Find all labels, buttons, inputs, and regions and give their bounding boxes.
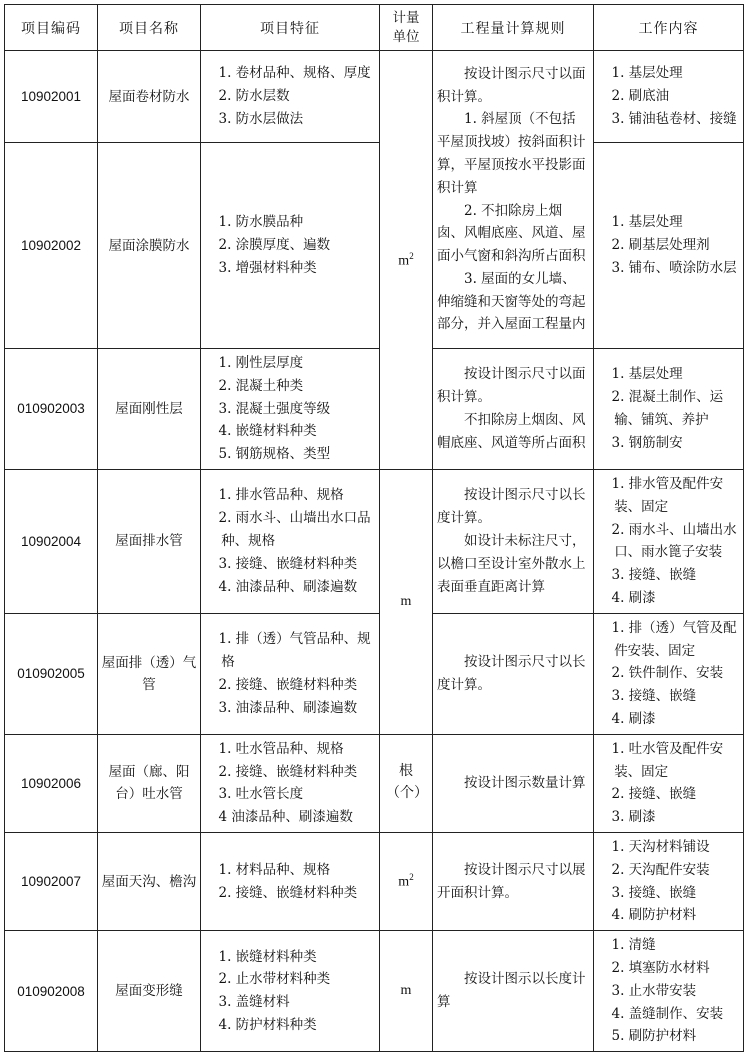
item-code: 010902008 [5, 931, 98, 1052]
rule-line: 不扣除房上烟囱、风帽底座、风道等所占面积 [437, 411, 586, 451]
work-line: 1. 基层处理 [611, 65, 683, 82]
work-line: 3. 接缝、嵌缝 [611, 688, 697, 705]
header-features: 项目特征 [201, 5, 380, 51]
rule-line: 3. 屋面的女儿墙、伸缩缝和天窗等处的弯起部分，并入屋面工程量内 [437, 270, 586, 333]
item-work [594, 832, 744, 930]
table-row [5, 349, 744, 470]
work-line: 1. 排水管及配件安装、固定 [611, 475, 724, 515]
rule-line: 按设计图示尺寸以面积计算。 [437, 366, 586, 406]
feature-line: 3. 吐水管长度 [218, 786, 304, 803]
feature-line: 4. 防护材料种类 [218, 1016, 317, 1033]
work-line: 3. 铺布、喷涂防水层 [611, 259, 737, 276]
item-code: 10902007 [5, 832, 98, 930]
unit-length: m [380, 469, 433, 734]
work-line: 2. 天沟配件安装 [611, 861, 710, 878]
item-features [201, 613, 380, 734]
work-line: 3. 接缝、嵌缝 [611, 567, 697, 584]
feature-line: 1. 吐水管品种、规格 [218, 740, 344, 757]
header-code: 项目编码 [5, 5, 98, 51]
work-line: 4. 刷防护材料 [611, 907, 697, 924]
feature-line: 3. 盖缝材料 [218, 994, 290, 1011]
header-name: 项目名称 [98, 5, 201, 51]
work-line: 4. 刷漆 [611, 710, 656, 727]
item-work [594, 143, 744, 349]
work-line: 1. 天沟材料铺设 [611, 838, 710, 855]
unit-superscript: 2 [409, 250, 414, 261]
work-line: 3. 刷漆 [611, 809, 656, 826]
feature-line: 1. 卷材品种、规格、厚度 [218, 65, 371, 82]
work-line: 3. 钢筋制安 [611, 434, 683, 451]
item-work [594, 51, 744, 143]
table-row [5, 832, 744, 930]
work-line: 2. 刷基层处理剂 [611, 237, 710, 254]
item-rule [433, 832, 594, 930]
item-name: 屋面卷材防水 [98, 51, 201, 143]
rule-line: 按设计图示尺寸以面积计算。 [437, 65, 586, 105]
item-code: 010902005 [5, 613, 98, 734]
unit-superscript: 2 [409, 872, 414, 883]
feature-line: 2. 混凝土种类 [218, 377, 304, 394]
feature-line: 2. 接缝、嵌缝材料种类 [218, 676, 358, 693]
work-line: 4. 盖缝制作、安装 [611, 1005, 724, 1022]
item-rule [433, 469, 594, 613]
item-unit [380, 832, 433, 930]
item-features [201, 469, 380, 613]
work-line: 2. 刷底油 [611, 88, 670, 105]
table-row [5, 143, 744, 349]
rule-area [433, 51, 594, 349]
feature-line: 2. 雨水斗、山墙出水口品种、规格 [218, 510, 371, 549]
item-name: 屋面（廊、阳台）吐水管 [98, 734, 201, 832]
feature-line: 3. 防水层做法 [218, 110, 304, 127]
item-features [201, 51, 380, 143]
feature-line: 4 油漆品种、刷漆遍数 [218, 809, 353, 826]
header-rule: 工程量计算规则 [433, 5, 594, 51]
work-line: 2. 混凝土制作、运输、铺筑、养护 [611, 389, 724, 428]
item-features [201, 143, 380, 349]
feature-line: 1. 嵌缝材料种类 [218, 948, 317, 965]
item-rule [433, 613, 594, 734]
item-work [594, 931, 744, 1052]
feature-line: 2. 涂膜厚度、遍数 [218, 237, 331, 254]
rule-line: 2. 不扣除房上烟囱、风帽底座、风道、屋面小气窗和斜沟所占面积 [437, 202, 586, 265]
rule-line: 按设计图示尺寸以长度计算。 [437, 487, 586, 527]
feature-line: 3. 增强材料种类 [218, 259, 317, 276]
feature-line: 1. 防水膜品种 [218, 214, 304, 231]
feature-line: 4. 油漆品种、刷漆遍数 [218, 578, 358, 595]
feature-line: 3. 接缝、嵌缝材料种类 [218, 555, 358, 572]
item-unit: m [380, 931, 433, 1052]
table-row [5, 734, 744, 832]
item-name: 屋面排（透）气管 [98, 613, 201, 734]
feature-line: 1. 刚性层厚度 [218, 355, 304, 371]
item-name: 屋面涂膜防水 [98, 143, 201, 349]
item-work [594, 469, 744, 613]
rule-line: 如设计未标注尺寸，以檐口至设计室外散水上表面垂直距离计算 [437, 532, 586, 595]
feature-line: 2. 接缝、嵌缝材料种类 [218, 763, 358, 780]
feature-line: 2. 防水层数 [218, 88, 290, 105]
work-line: 4. 刷漆 [611, 589, 656, 606]
item-unit: 根（个） [380, 734, 433, 832]
unit-area [380, 51, 433, 470]
feature-line: 1. 排水管品种、规格 [218, 487, 344, 504]
work-line: 1. 清缝 [611, 937, 656, 954]
feature-line: 5. 钢筋规格、类型 [218, 446, 331, 463]
work-line: 2. 雨水斗、山墙出水口、雨水篦子安装 [611, 521, 737, 561]
roof-waterproof-quantity-table [4, 4, 744, 1052]
table-row [5, 613, 744, 734]
table-row [5, 931, 744, 1052]
unit-area-symbol: m [398, 253, 410, 269]
work-line: 1. 吐水管及配件安装、固定 [611, 740, 724, 780]
item-code: 10902002 [5, 143, 98, 349]
table-row [5, 469, 744, 613]
work-line: 2. 接缝、嵌缝 [611, 786, 697, 803]
work-line: 1. 基层处理 [611, 214, 683, 231]
feature-line: 2. 接缝、嵌缝材料种类 [218, 884, 358, 901]
rule-line: 1. 斜屋顶（不包括平屋顶找坡）按斜面积计算，平屋顶按水平投影面积计算 [437, 111, 586, 196]
item-features [201, 832, 380, 930]
table-row [5, 51, 744, 143]
item-work [594, 613, 744, 734]
item-features [201, 349, 380, 470]
work-line: 3. 接缝、嵌缝 [611, 884, 697, 901]
rule-line: 按设计图示尺寸以展开面积计算。 [437, 861, 586, 901]
item-name: 屋面排水管 [98, 469, 201, 613]
item-name: 屋面变形缝 [98, 931, 201, 1052]
work-line: 3. 铺油毡卷材、接缝 [611, 110, 737, 127]
item-code: 10902006 [5, 734, 98, 832]
item-code: 10902001 [5, 51, 98, 143]
feature-line: 1. 材料品种、规格 [218, 861, 331, 878]
item-code: 010902003 [5, 349, 98, 470]
header-row [5, 5, 744, 51]
work-line: 2. 铁件制作、安装 [611, 665, 724, 682]
feature-line: 3. 油漆品种、刷漆遍数 [218, 699, 358, 716]
item-code: 10902004 [5, 469, 98, 613]
item-rule [433, 931, 594, 1052]
work-line: 3. 止水带安装 [611, 982, 697, 999]
work-line: 1. 基层处理 [611, 366, 683, 383]
item-features [201, 931, 380, 1052]
rule-line: 按设计图示数量计算 [464, 774, 586, 791]
item-work [594, 734, 744, 832]
item-rule [433, 349, 594, 470]
item-rule [433, 734, 594, 832]
rule-line: 按设计图示尺寸以长度计算。 [437, 653, 586, 693]
header-unit: 计量 单位 [380, 5, 433, 51]
item-name: 屋面天沟、檐沟 [98, 832, 201, 930]
work-line: 5. 刷防护材料 [611, 1028, 697, 1045]
item-features [201, 734, 380, 832]
header-work: 工作内容 [594, 5, 744, 51]
feature-line: 2. 止水带材料种类 [218, 971, 331, 988]
rule-line: 按设计图示以长度计算 [437, 971, 586, 1011]
work-line: 1. 排（透）气管及配件安装、固定 [611, 619, 737, 659]
work-line: 2. 填塞防水材料 [611, 959, 710, 976]
feature-line: 3. 混凝土强度等级 [218, 400, 331, 417]
feature-line: 4. 嵌缝材料种类 [218, 423, 317, 440]
feature-line: 1. 排（透）气管品种、规格 [218, 631, 371, 670]
item-work [594, 349, 744, 470]
unit-symbol: m [398, 874, 410, 890]
item-name: 屋面刚性层 [98, 349, 201, 470]
